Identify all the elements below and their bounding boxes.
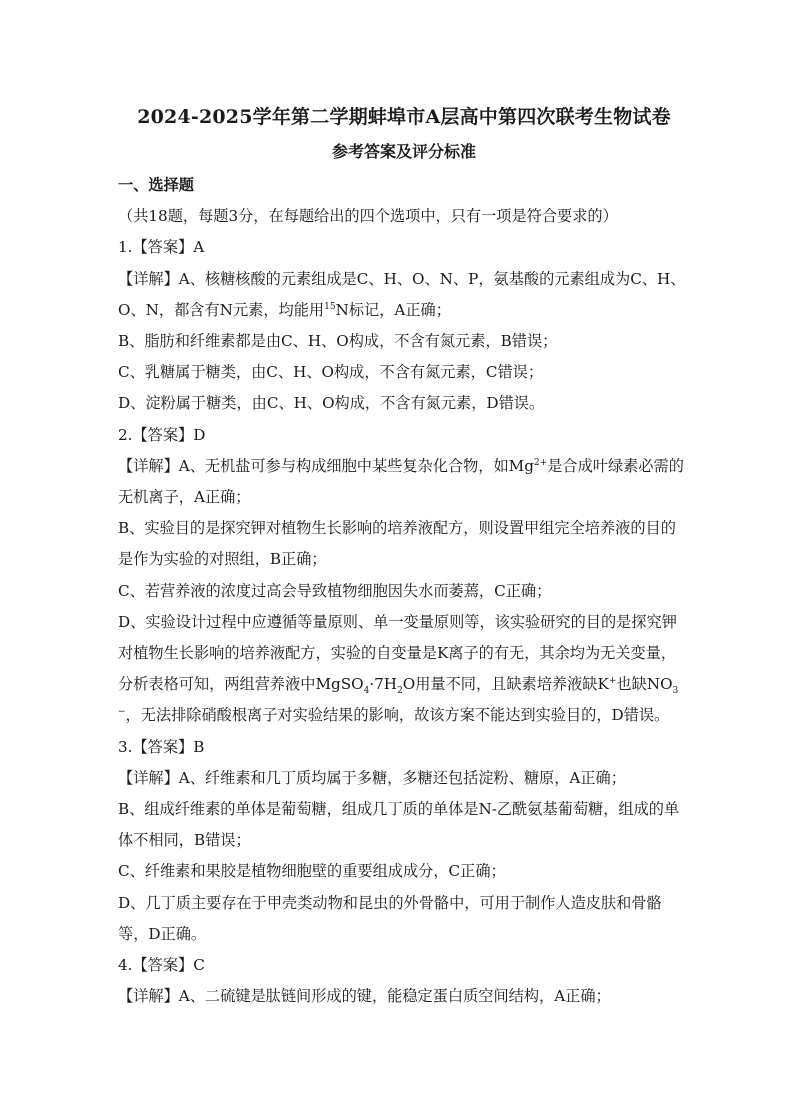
q3-option-c: C、纤维素和果胶是植物细胞壁的重要组成成分，C正确； xyxy=(118,862,506,881)
q2-subscript-3: 3 xyxy=(672,686,679,697)
q2-superscript-minus: − xyxy=(118,707,126,718)
q2-subscript-2: 2 xyxy=(397,686,403,697)
q2-option-d xyxy=(118,607,690,732)
q2-option-d-text-2: ·7H xyxy=(369,675,398,694)
q2-option-c: C、若营养液的浓度过高会导致植物细胞因失水而萎蔫，C正确； xyxy=(118,581,552,600)
q2-detail-a-text: 【详解】A、无机盐可参与构成细胞中某些复杂化合物，如Mg xyxy=(118,456,534,475)
section-description: （共18题，每题3分，在每题给出的四个选项中，只有一项是符合要求的） xyxy=(118,207,618,226)
q1-option-d: D、淀粉属于糖类，由C、H、O构成，不含有氮元素，D错误。 xyxy=(118,394,545,413)
q2-option-d-text-4: 也缺NO xyxy=(616,675,673,694)
q3-option-b: B、组成纤维素的单体是葡萄糖，组成几丁质的单体是N-乙酰氨基葡萄糖，组成的单体不相同，B错误； xyxy=(118,800,680,850)
q2-option-d-text-5: ，无法排除硝酸根离子对实验结果的影响，故该方案不能达到实验目的，D错误。 xyxy=(125,706,670,725)
q2-subscript-4: 4 xyxy=(363,686,370,697)
q2-superscript-plus: + xyxy=(608,676,617,687)
q2-option-d-text-1: D、实验设计过程中应遵循等量原则、单一变量原则等，该实验研究的目的是探究钾对植物生长影响的培养液配方，实验的自变量是K离子的有无，其余均为无关变量，分析表格可知，两组营养液中MgSO xyxy=(118,612,677,694)
q3-option-d: D、几丁质主要存在于甲壳类动物和昆虫的外骨骼中，可用于制作人造皮肤和骨骼等，D正确。 xyxy=(118,893,662,943)
q1-option-b: B、脂肪和纤维素都是由C、H、O构成，不含有氮元素，B错误； xyxy=(118,332,558,351)
q1-detail-a-text-end: N标记，A正确； xyxy=(335,300,451,319)
section-heading-label: 一、选择题 xyxy=(118,176,194,194)
page-title: 2024-2025学年第二学期蚌埠市A层高中第四次联考生物试卷 xyxy=(137,106,671,128)
q2-option-b: B、实验目的是探究钾对植物生长影响的培养液配方，则设置甲组完全培养液的目的是作为实验的对照组，B正确； xyxy=(118,519,676,569)
q3-detail-a: 【详解】A、纤维素和几丁质均属于多糖，多糖还包括淀粉、糖原，A正确； xyxy=(118,768,626,787)
q2-option-d-text-3: O用量不同，且缺素培养液缺K xyxy=(402,675,609,694)
q3-answer: 3.【答案】B xyxy=(118,737,205,756)
q1-option-c: C、乳糖属于糖类，由C、H、O构成，不含有氮元素，C错误； xyxy=(118,363,544,382)
q1-detail-a xyxy=(118,264,690,326)
q4-detail-a: 【详解】A、二硫键是肽链间形成的键，能稳定蛋白质空间结构，A正确； xyxy=(118,987,611,1006)
q2-detail-a-text-end: 是合成叶绿素必需的无机离子，A正确； xyxy=(118,456,684,507)
q2-answer: 2.【答案】D xyxy=(118,425,206,444)
q1-answer: 1.【答案】A xyxy=(118,238,205,257)
q4-answer: 4.【答案】C xyxy=(118,956,205,975)
page-subtitle: 参考答案及评分标准 xyxy=(331,142,476,161)
q2-superscript-2plus: 2+ xyxy=(533,457,548,468)
q1-detail-a-text: 【详解】A、核糖核酸的元素组成是C、H、O、N、P，氨基酸的元素组成为C、H、O、N，都含有N元素，均能用 xyxy=(118,269,686,319)
q2-detail-a xyxy=(118,451,690,513)
section-heading xyxy=(118,170,690,232)
q1-superscript-15: 15 xyxy=(324,301,336,312)
